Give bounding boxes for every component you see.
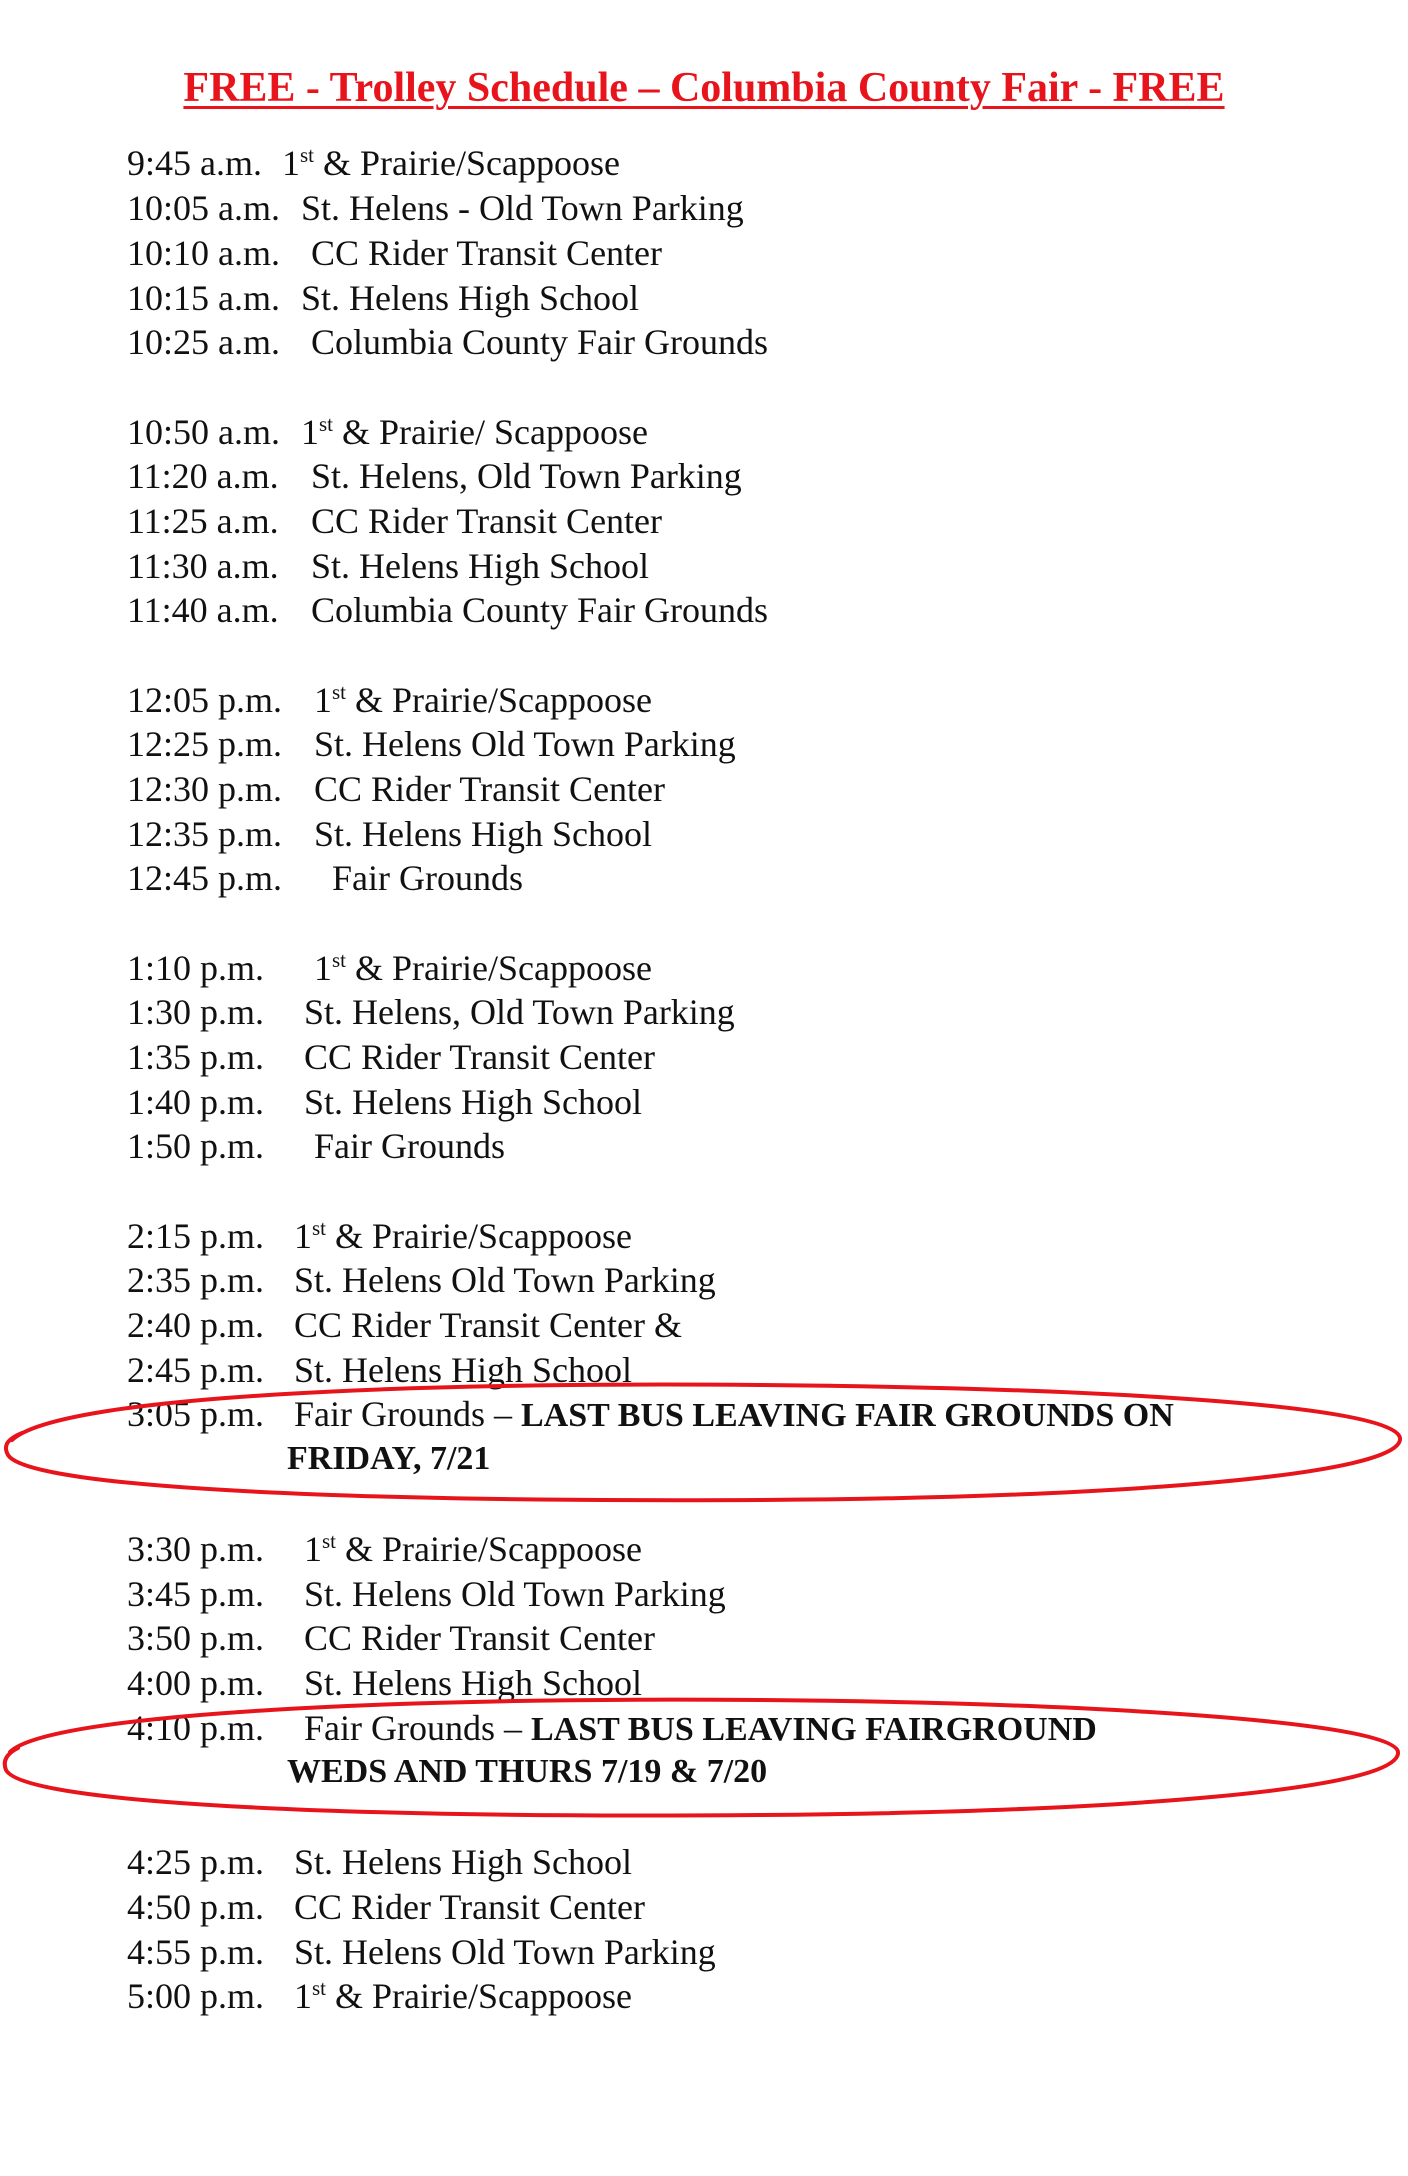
last-bus-note-continued: WEDS AND THURS 7/19 & 7/20 xyxy=(287,1753,768,1790)
schedule-row xyxy=(127,1616,655,1660)
stop-name: St. Helens High School xyxy=(304,1082,642,1122)
stop-name: St. Helens - Old Town Parking xyxy=(301,188,744,228)
schedule-row xyxy=(127,767,665,811)
departure-time: 12:45 p.m. xyxy=(127,858,283,898)
schedule-row xyxy=(127,276,639,320)
schedule-row xyxy=(127,856,523,900)
ordinal-suffix: st xyxy=(322,1529,337,1553)
departure-time: 3:45 p.m. xyxy=(127,1574,265,1614)
departure-time: 1:10 p.m. xyxy=(127,948,265,988)
departure-time: 11:40 a.m. xyxy=(127,590,279,630)
stop-name: & Prairie/Scappoose xyxy=(355,680,652,720)
stop-name: CC Rider Transit Center xyxy=(314,769,666,809)
stop-name: Columbia County Fair Grounds xyxy=(311,590,768,630)
schedule-row xyxy=(127,410,648,454)
stop-name: St. Helens High School xyxy=(294,1842,632,1882)
stop-name: Fair Grounds – xyxy=(294,1394,512,1434)
schedule-row xyxy=(127,186,744,230)
stop-name: St. Helens High School xyxy=(314,814,652,854)
schedule-row xyxy=(127,1706,1097,1750)
schedule-row xyxy=(127,1974,632,2018)
ordinal-suffix: st xyxy=(332,680,347,704)
departure-time: 12:35 p.m. xyxy=(127,814,283,854)
schedule-row xyxy=(127,588,768,632)
departure-time: 2:45 p.m. xyxy=(127,1350,265,1390)
stop-name: CC Rider Transit Center xyxy=(311,501,663,541)
departure-time: 3:50 p.m. xyxy=(127,1618,265,1658)
departure-time: 1:40 p.m. xyxy=(127,1082,265,1122)
schedule-row xyxy=(127,1930,716,1974)
last-bus-note: LAST BUS LEAVING FAIRGROUND xyxy=(531,1711,1097,1748)
schedule-row xyxy=(127,454,742,498)
schedule-row xyxy=(127,946,652,990)
departure-time: 4:25 p.m. xyxy=(127,1842,265,1882)
schedule-row xyxy=(127,722,736,766)
stop-name: & Prairie/Scappoose xyxy=(323,143,620,183)
departure-time: 4:00 p.m. xyxy=(127,1663,265,1703)
departure-time: 10:15 a.m. xyxy=(127,278,280,318)
street-number: 1 xyxy=(314,680,332,720)
schedule-row xyxy=(127,1258,716,1302)
schedule-row xyxy=(127,1661,642,1705)
street-number: 1 xyxy=(304,1529,322,1569)
stop-name: & Prairie/Scappoose xyxy=(355,948,652,988)
schedule-row xyxy=(127,1303,682,1347)
departure-time: 5:00 p.m. xyxy=(127,1976,265,2016)
stop-name: CC Rider Transit Center xyxy=(294,1887,646,1927)
schedule-row xyxy=(127,1392,1174,1436)
schedule-row xyxy=(127,1035,655,1079)
stop-name: St. Helens Old Town Parking xyxy=(294,1260,716,1300)
stop-name: St. Helens High School xyxy=(301,278,639,318)
schedule-row xyxy=(127,1214,632,1258)
ordinal-suffix: st xyxy=(332,948,347,972)
ordinal-suffix: st xyxy=(300,143,315,167)
schedule-row xyxy=(127,678,652,722)
stop-name: Fair Grounds xyxy=(314,1126,505,1166)
departure-time: 11:25 a.m. xyxy=(127,501,279,541)
stop-name: & Prairie/Scappoose xyxy=(335,1216,632,1256)
schedule-row xyxy=(127,141,620,185)
stop-name: CC Rider Transit Center & xyxy=(294,1305,683,1345)
departure-time: 10:50 a.m. xyxy=(127,412,280,452)
last-bus-note: LAST BUS LEAVING FAIR GROUNDS ON xyxy=(521,1397,1174,1434)
stop-name: & Prairie/ Scappoose xyxy=(342,412,648,452)
schedule-row xyxy=(127,812,652,856)
departure-time: 11:30 a.m. xyxy=(127,546,279,586)
departure-time: 2:15 p.m. xyxy=(127,1216,265,1256)
stop-name: CC Rider Transit Center xyxy=(304,1037,656,1077)
ordinal-suffix: st xyxy=(319,412,334,436)
street-number: 1 xyxy=(294,1216,312,1256)
stop-name: St. Helens, Old Town Parking xyxy=(304,992,735,1032)
schedule-row xyxy=(127,1885,645,1929)
schedule-row xyxy=(127,1080,642,1124)
schedule-row xyxy=(127,1572,726,1616)
stop-name: St. Helens, Old Town Parking xyxy=(311,456,742,496)
stop-name: St. Helens High School xyxy=(311,546,649,586)
departure-time: 9:45 a.m. xyxy=(127,143,262,183)
stop-name: Fair Grounds xyxy=(332,858,523,898)
stop-name: Columbia County Fair Grounds xyxy=(311,322,768,362)
street-number: 1 xyxy=(282,143,300,183)
stop-name: CC Rider Transit Center xyxy=(304,1618,656,1658)
departure-time: 2:40 p.m. xyxy=(127,1305,265,1345)
departure-time: 12:25 p.m. xyxy=(127,724,283,764)
page-title: FREE - Trolley Schedule – Columbia County Fair - FREE xyxy=(183,65,1225,111)
stop-name: St. Helens High School xyxy=(304,1663,642,1703)
departure-time: 2:35 p.m. xyxy=(127,1260,265,1300)
street-number: 1 xyxy=(314,948,332,988)
schedule-row xyxy=(127,544,649,588)
departure-time: 10:05 a.m. xyxy=(127,188,280,228)
stop-name: St. Helens Old Town Parking xyxy=(294,1932,716,1972)
departure-time: 1:50 p.m. xyxy=(127,1126,265,1166)
departure-time: 4:55 p.m. xyxy=(127,1932,265,1972)
departure-time: 1:35 p.m. xyxy=(127,1037,265,1077)
stop-name: Fair Grounds – xyxy=(304,1708,522,1748)
schedule-row xyxy=(127,990,735,1034)
departure-time: 3:05 p.m. xyxy=(127,1394,265,1434)
ordinal-suffix: st xyxy=(312,1976,327,2000)
schedule-row xyxy=(127,1348,632,1392)
stop-name: & Prairie/Scappoose xyxy=(335,1976,632,2016)
street-number: 1 xyxy=(301,412,319,452)
departure-time: 3:30 p.m. xyxy=(127,1529,265,1569)
schedule-row xyxy=(127,320,768,364)
schedule-row xyxy=(127,499,662,543)
schedule-row xyxy=(127,1124,505,1168)
stop-name: St. Helens Old Town Parking xyxy=(304,1574,726,1614)
schedule-row xyxy=(127,1527,642,1571)
departure-time: 4:50 p.m. xyxy=(127,1887,265,1927)
departure-time: 12:05 p.m. xyxy=(127,680,283,720)
departure-time: 1:30 p.m. xyxy=(127,992,265,1032)
departure-time: 10:10 a.m. xyxy=(127,233,280,273)
departure-time: 11:20 a.m. xyxy=(127,456,279,496)
departure-time: 12:30 p.m. xyxy=(127,769,283,809)
ordinal-suffix: st xyxy=(312,1216,327,1240)
last-bus-note-continued: FRIDAY, 7/21 xyxy=(287,1440,491,1477)
stop-name: St. Helens Old Town Parking xyxy=(314,724,736,764)
departure-time: 10:25 a.m. xyxy=(127,322,280,362)
street-number: 1 xyxy=(294,1976,312,2016)
stop-name: CC Rider Transit Center xyxy=(311,233,663,273)
stop-name: & Prairie/Scappoose xyxy=(345,1529,642,1569)
schedule-row xyxy=(127,231,662,275)
schedule-row xyxy=(127,1840,632,1884)
stop-name: St. Helens High School xyxy=(294,1350,632,1390)
departure-time: 4:10 p.m. xyxy=(127,1708,265,1748)
